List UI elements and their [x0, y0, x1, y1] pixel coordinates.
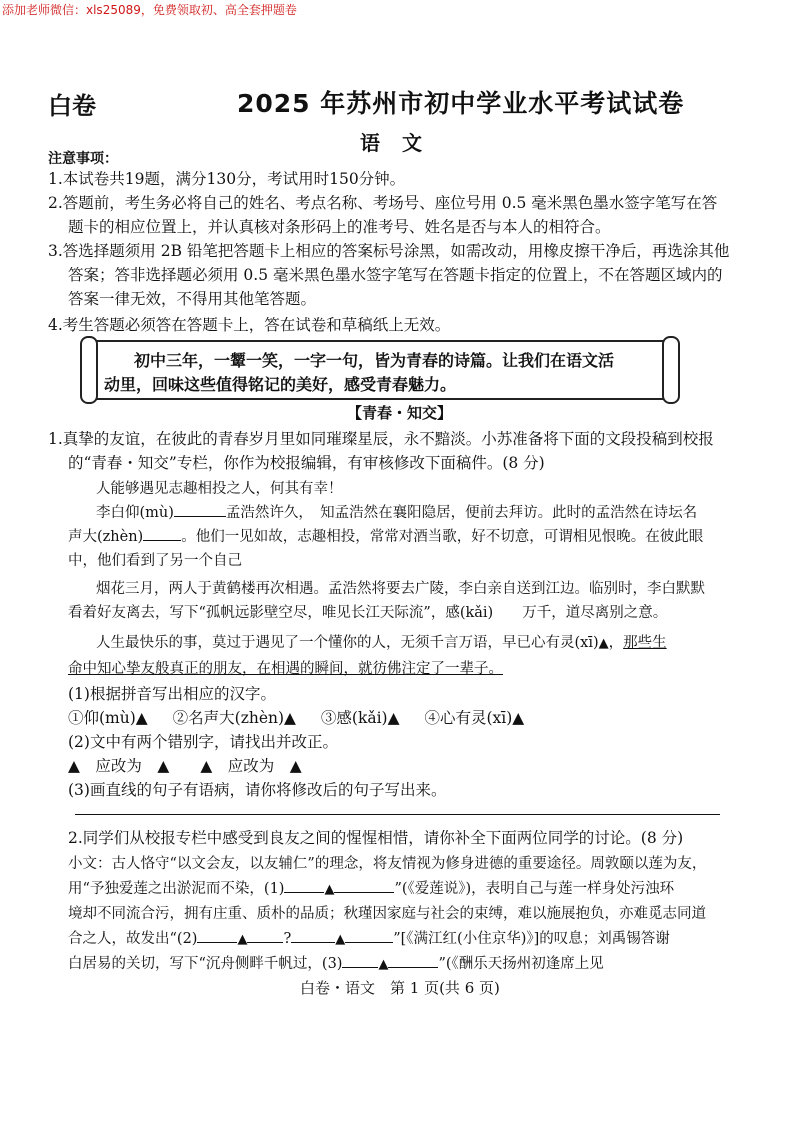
q1-stem-2: 的“青春・知交”专栏，你作为校报编辑，有审核修改下面稿件。(8 分) [68, 454, 545, 472]
q1-sub1-items [68, 706, 524, 728]
section-title: 【青春・知交】 [347, 404, 453, 422]
q1-para [96, 501, 697, 522]
answer-marker: ▲ [378, 957, 389, 972]
q2-para [68, 952, 604, 973]
blank-2c[interactable] [291, 928, 335, 943]
blank-2d[interactable] [345, 928, 393, 943]
q1-sub1: (1)根据拼音写出相应的汉字。 [68, 685, 276, 703]
underlined-sentence: 那些生 [623, 635, 667, 651]
paper-label: 白卷 [48, 92, 96, 120]
q2-text: ? [283, 931, 292, 947]
q1-para-text: 。他们一见如故，志趣相投，常常对酒当歌，好不切意，可谓相见恨晚。在彼此眼 [181, 529, 704, 545]
q1-para-text: ， [608, 635, 624, 651]
scroll-curl-right [662, 336, 680, 404]
intro-line-2: 动里，回味这些值得铭记的美好，感受青春魅力。 [104, 375, 457, 394]
page-title: 2025 年苏州市初中学业水平考试试卷 [237, 89, 685, 118]
notice-line: 4.考生答题必须答在答题卡上，答在试卷和草稿纸上无效。 [48, 316, 451, 334]
q1-sub2: (2)文中有两个错别字，请找出并改正。 [68, 733, 338, 751]
sub1-item: ④心有灵(xī)▲ [424, 709, 525, 727]
notice-line: 答案一律无效，不得用其他笔答题。 [68, 290, 317, 308]
blank-2b[interactable] [247, 928, 283, 943]
sub1-item: ②名声大(zhèn)▲ [172, 709, 296, 727]
answer-marker: ▲ [598, 636, 609, 651]
q1-para: 看着好友离去，写下“孤帆远影壁空尽，唯见长江天际流”，感(kǎi) 万千，道尽离别之意。 [68, 605, 668, 621]
q1-sub2-line: ▲ 应改为 ▲ ▲ 应改为 ▲ [68, 757, 302, 775]
q2-para [68, 877, 674, 898]
blank-mu[interactable] [174, 502, 226, 517]
q1-para [68, 525, 703, 546]
q2-para: 境却不同流合污，拥有庄重、质朴的品质；秋瑾因家庭与社会的束缚，难以施展抱负，亦难觅志同道 [68, 906, 706, 922]
q1-para-text: 人生最快乐的事，莫过于遇见了一个懂你的人，无须千言万语，早已心有灵(xī) [96, 635, 599, 651]
q1-para-text: 声大(zhèn) [68, 529, 144, 545]
blank-2a[interactable] [197, 928, 237, 943]
q2-text: 用“予独爱莲之出淤泥而不染，(1) [68, 881, 285, 897]
promo-note: 添加老师微信：xls25089，免费领取初、高全套押题卷 [2, 3, 297, 17]
q2-text: ”(《爱莲说》)，表明自己与莲一样身处污浊环 [394, 881, 675, 897]
notice-line: 3.答选择题须用 2B 铅笔把答题卡上相应的答案标号涂黑，如需改动，用橡皮擦干净后，再选涂其他 [48, 242, 730, 260]
intro-scroll-box [86, 340, 674, 400]
q1-para-text: 孟浩然许久， 知孟浩然在襄阳隐居，便前去拜访。此时的孟浩然在诗坛名 [225, 505, 698, 521]
intro-line-1: 初中三年，一颦一笑，一字一句，皆为青春的诗篇。让我们在语文活 [134, 351, 615, 370]
notice-line: 答案；答非选择题必须用 0.5 毫米黑色墨水签字笔写在答题卡指定的位置上，不在答题区域内的 [68, 266, 723, 284]
q2-para: 小文：古人恪守“以文会友，以友辅仁”的理念，将友情视为修身进德的重要途径。周敦颐以莲为友， [68, 856, 707, 872]
blank-1a[interactable] [284, 878, 324, 893]
q2-text: ”[《满江红(小住京华)》]的叹息；刘禹锡答谢 [393, 931, 670, 947]
blank-1b[interactable] [334, 878, 394, 893]
answer-marker: ▲ [324, 882, 335, 897]
notice-line: 1.本试卷共19题，满分130分，考试用时150分钟。 [48, 170, 406, 188]
sub1-item: ①仰(mù)▲ [68, 709, 148, 727]
page-footer: 白卷・语文 第 1 页(共 6 页) [300, 979, 500, 997]
sub1-item: ③感(kǎi)▲ [320, 709, 400, 727]
q2-text: ”(《酬乐天扬州初逢席上见 [438, 956, 604, 972]
q1-para: 中，他们看到了另一个自己 [68, 553, 242, 569]
blank-3a[interactable] [342, 953, 378, 968]
q2-text: 合之人，故发出“(2) [68, 931, 198, 947]
q1-para: 烟花三月，两人于黄鹤楼再次相遇。孟浩然将要去广陵，李白亲自送到江边。临别时，李白默默 [96, 581, 705, 597]
answer-line[interactable] [75, 814, 720, 815]
blank-3b[interactable] [388, 953, 438, 968]
notice-heading: 注意事项： [48, 151, 118, 167]
notice-line: 题卡的相应位置上，并认真核对条形码上的准考号、姓名是否与本人的相符合。 [68, 218, 611, 236]
answer-marker: ▲ [335, 932, 346, 947]
blank-zhen[interactable] [143, 526, 181, 541]
q1-para: 人能够遇见志趣相投之人，何其有幸！ [96, 481, 343, 497]
q1-sub3: (3)画直线的句子有语病，请你将修改后的句子写出来。 [68, 781, 447, 799]
q2-stem: 2.同学们从校报专栏中感受到良友之间的惺惺相惜，请你补全下面两位同学的讨论。(8 分) [68, 829, 684, 847]
q1-stem-1: 1.真挚的友谊，在彼此的青春岁月里如同璀璨星辰，永不黯淡。小苏准备将下面的文段投稿到校报 [48, 430, 714, 448]
q1-para-text: 李白仰(mù) [96, 505, 174, 521]
scroll-curl-left [80, 336, 98, 404]
underlined-sentence: 命中知心挚友般真正的朋友，在相遇的瞬间，就彷佛注定了一辈子。 [68, 661, 503, 677]
subject-title: 语文 [360, 131, 444, 155]
answer-marker: ▲ [237, 932, 248, 947]
q1-para [96, 631, 667, 652]
q2-text: 白居易的关切，写下“沉舟侧畔千帆过，(3) [68, 956, 343, 972]
notice-line: 2.答题前，考生务必将自己的姓名、考点名称、考场号、座位号用 0.5 毫米黑色墨水签字笔写在答 [48, 194, 718, 212]
q2-para [68, 927, 670, 948]
